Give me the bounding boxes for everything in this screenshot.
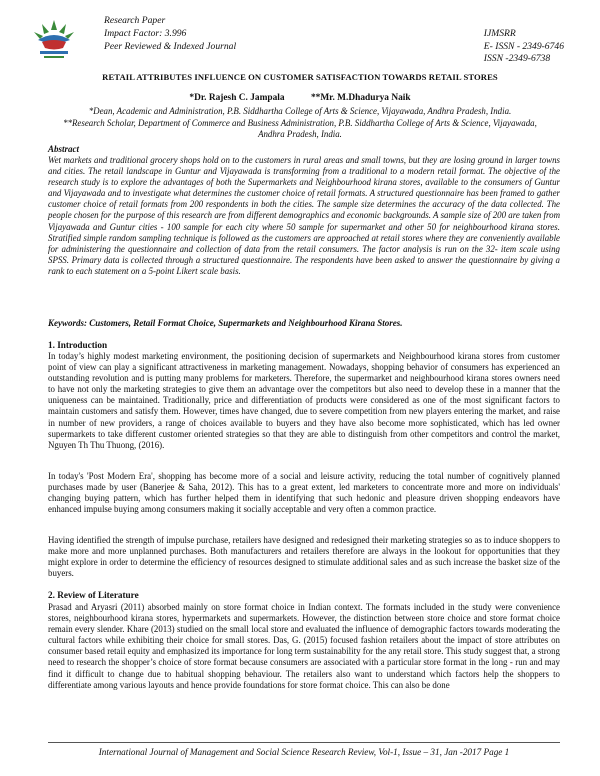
intro-paragraph-2: In today's 'Post Modern Era', shopping has become more of a social and leisure activity, reducing the total number of cognitively planned purchases made by user (Banerjee & Saha, 2012). This has to a great extent, led marketers to concentrate more and more on individuals' changing buying pattern, which has further helped them in identifying that such hedonic and pleasure driven shopping endeavors have enhanced impulse buying among consumers making it socially acceptable and very often a common practice.: [48, 471, 560, 515]
review-status: Peer Reviewed & Indexed Journal: [104, 41, 237, 52]
e-issn: E- ISSN - 2349-6746: [483, 40, 564, 52]
section-heading-literature-review: 2. Review of Literature: [48, 590, 139, 600]
impact-factor: Impact Factor: 3.996: [104, 28, 187, 39]
section-heading-introduction: 1. Introduction: [48, 340, 108, 350]
abstract-text: Wet markets and traditional grocery shops hold on to the customers in rural areas and small towns, but they are losing ground in larger towns and cities. The retail landscape in Guntur and Vijayawada is transforming from a traditional to a modern retail format. The objective of the research study is to explore the advantages of both the Supermarkets and Neighbourhood kirana stores, available to the consumers of Guntur and Vijayawada and to investigate what determines the customer choice of retail formats. A structured questionnaire has been framed to gather customer choice of retail formats from 200 respondents in both the cities. The sample size determines the accuracy of the data collected. The people chosen for the purpose of this research are from different demographics and economic backgrounds. A sample size of 200 are taken from Vijayawada and Guntur cities - 100 sample for each city where 50 sample for supermarket and other 50 for neighbourhood kirana stores. Stratified simple random sampling technique is followed as the customers are approached at retail stores where they are conveniently available for administering the questionnaire and collection of data from the retail consumers. The factor analysis is run on the 32- item scale using SPSS. Primary data is collected through a structured questionnaire. The respondents have been asked to answer the questionnaire by giving a rank to each statement on a 5-point Likert scale basis.: [48, 155, 560, 276]
intro-paragraph-3: Having identified the strength of impulse purchase, retailers have designed and redesigned their marketing strategies so as to induce shoppers to make more and more unplanned purchases. Both manufacturers and retailers therefore are always in the lookout for opportunities that they might explore in order to determine the efficiency of resources designed to stimulate additional sales and as such increase the basket size of the buyers.: [48, 535, 560, 579]
author-2: **Mr. M.Dhadurya Naik: [310, 93, 411, 103]
author-1: *Dr. Rajesh C. Jampala: [189, 93, 285, 103]
footer-divider: [48, 742, 560, 743]
issn: ISSN -2349-6738: [483, 53, 551, 64]
affiliation-2: **Research Scholar, Department of Commerce and Business Administration, P.B. Siddhartha College of Arts & Science, Vijayawada, Andhra Pradesh, India.: [63, 117, 537, 139]
journal-emblem-icon: [28, 16, 80, 64]
author-list: [0, 93, 600, 103]
journal-abbrev: IJMSRR: [483, 28, 516, 39]
journal-header: [28, 14, 576, 68]
journal-info-left: [104, 14, 236, 53]
journal-info-right: [484, 28, 564, 66]
review-paragraph-1: Prasad and Aryasri (2011) absorbed mainly on store format choice in Indian context. The formats included in the study were convenience stores, neighbourhood kirana stores, hypermarkets and supermarkets. However, the distinction between store choice and store format choice remain every slender. Khare (2013) studied on the small local store and evaluated the influence of demographic factors towards moderating the cultural factors while exhibiting their choice for small stores. Das, G. (2015) focused fashion retailers about the impact of store attributes on consumer based retail equity and emphasized its importance for long term sustainability for the any retail store. This study suggest that, a strong need to research the shopper’s choice of store format because consumers are associated with a particular store format in the long - run and may find it difficult to change due to habitual shopping behaviour. The retailers also want to understand which factors help the shoppers to differentiate among various layouts and hence provide foundations for store format choice. This can also be done: [48, 602, 560, 690]
page-footer: International Journal of Management and Social Science Research Review, Vol-1, Issue – 31, Jan -2017 Page 1: [98, 747, 510, 757]
affiliation-1: *Dean, Academic and Administration, P.B. Siddhartha College of Arts & Science, Vijayawada, Andhra Pradesh, India.: [88, 106, 512, 116]
keywords: Keywords: Customers, Retail Format Choice, Supermarkets and Neighbourhood Kirana Stores.: [48, 318, 403, 328]
affiliations: [60, 106, 540, 141]
abstract-heading: Abstract: [48, 144, 80, 154]
intro-paragraph-1: In today’s highly modest marketing environment, the positioning decision of supermarkets and Neighbourhood kirana stores from customer point of view can play a significant attractiveness in marketing management. Nowadays, shopping behavior of consumers has experienced an outstanding revolution and is putting many problems for marketers. Therefore, the supermarket and neighbourhood kirana stores owners need to have not only the marketing strategies to give them an advantage over the competitors but also need to develop these in a manner that the uniqueness can be maintained. Traditionally, price and differentiation of products were considered as one of the most significant factors to maintain customers and satisfy them. However, times have changed, due to severe competition from new players entering the market, and raise in number of new providers, a range of choices available to buyers and they have also become more sophisticated, which has led owner supermarkets to take different customer oriented strategies so that they are able to distinguish from other competitors and control the market, Nguyen Th Thu Thuong, (2016).: [48, 351, 560, 450]
paper-title: RETAIL ATTRIBUTES INFLUENCE ON CUSTOMER SATISFACTION TOWARDS RETAIL STORES: [102, 72, 498, 82]
journal-type: Research Paper: [104, 15, 166, 26]
